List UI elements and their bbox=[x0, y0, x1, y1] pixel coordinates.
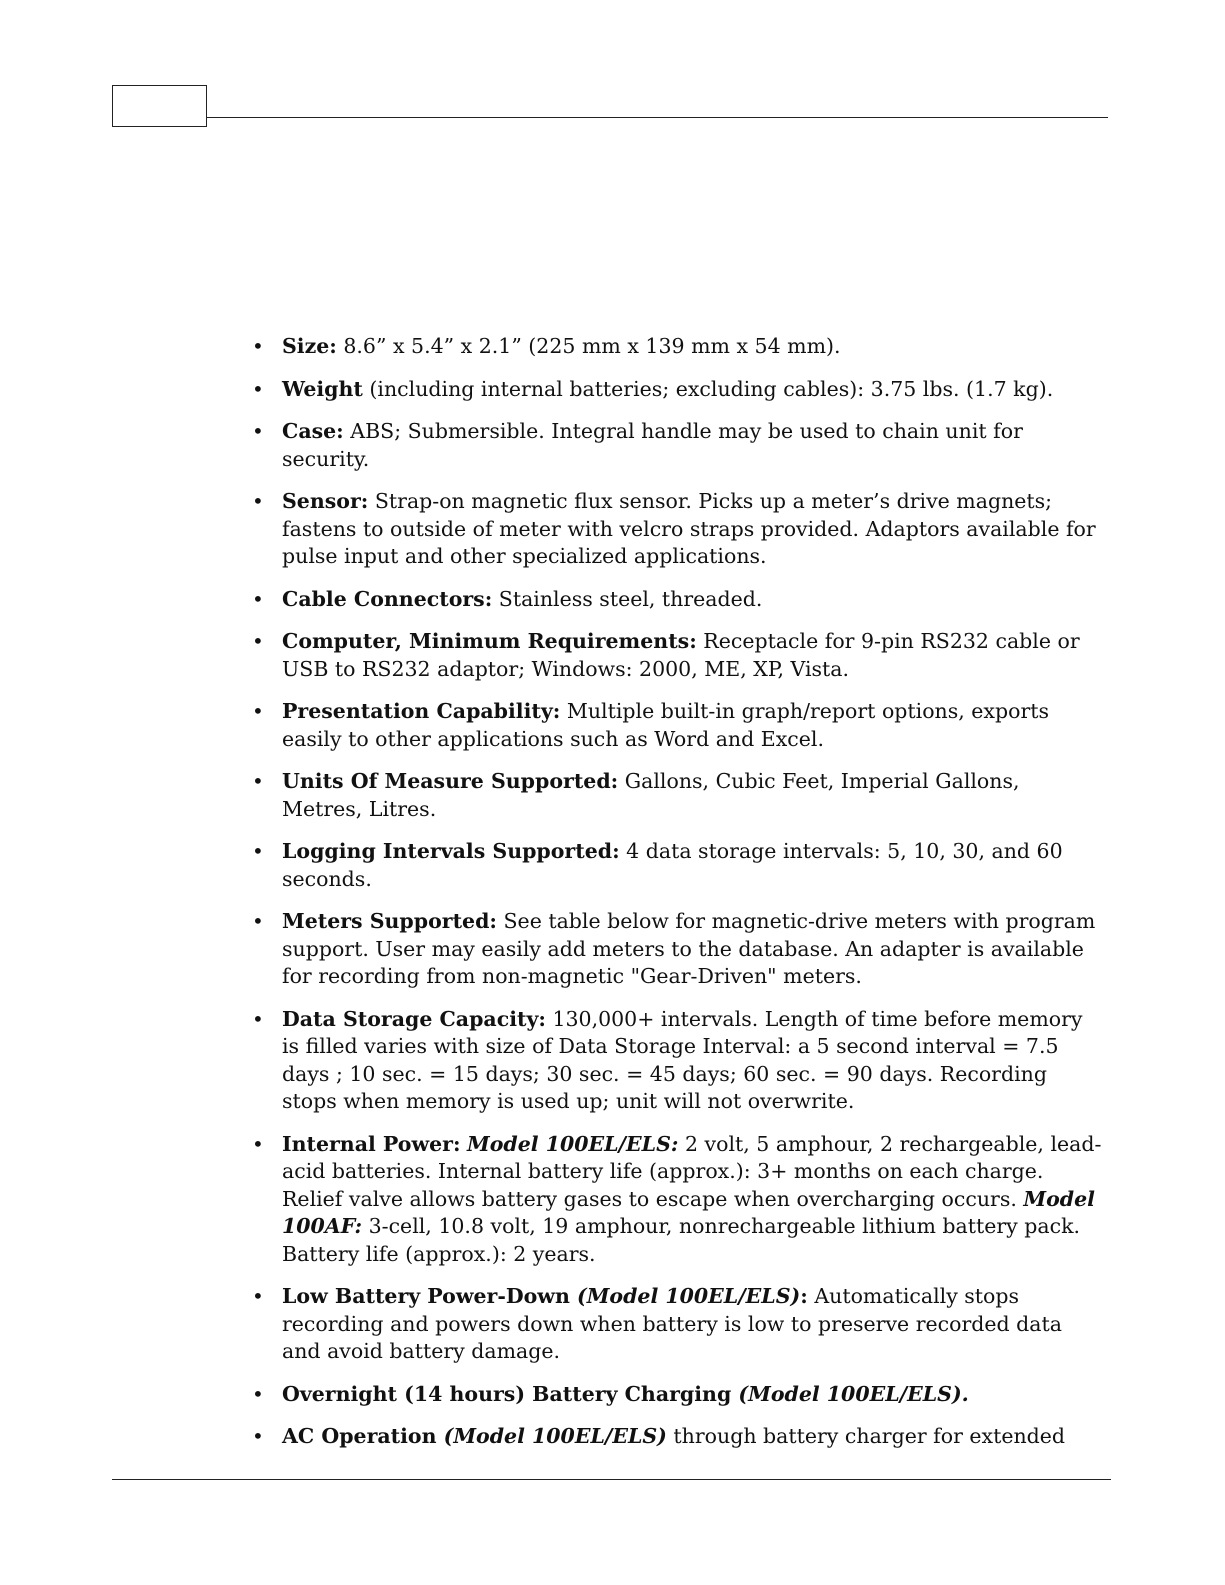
spec-term: Logging Intervals Supported: bbox=[282, 839, 620, 863]
spec-model: (Model 100EL/ELS) bbox=[443, 1424, 667, 1448]
spec-term: Sensor: bbox=[282, 489, 369, 513]
spec-model: (Model 100EL/ELS) bbox=[577, 1284, 801, 1308]
spec-text: ABS; Submersible. Integral handle may be used to chain unit for security. bbox=[282, 419, 1023, 471]
spec-model: Model 100EL/ELS: bbox=[467, 1131, 679, 1156]
spec-term: Internal Power: bbox=[282, 1131, 461, 1156]
spec-item bbox=[252, 768, 1102, 823]
spec-term: Overnight (14 hours) Battery Charging bbox=[282, 1381, 739, 1406]
spec-item bbox=[252, 488, 1102, 571]
header-rule bbox=[206, 117, 1108, 118]
spec-text: Multiple built-in graph/report options, exports easily to other applications such as Word and Excel. bbox=[282, 699, 1050, 751]
spec-text: 2 volt, 5 amphour, 2 rechargeable, lead-acid batteries. Internal battery life (approx.): 3+ months on each charge. Relief valve allows battery gases to escape when overcharging occurs. bbox=[282, 1131, 1102, 1211]
spec-term: Cable Connectors: bbox=[282, 586, 493, 611]
page-number-box bbox=[112, 85, 207, 127]
bullet-icon: • bbox=[252, 1424, 264, 1448]
bullet-icon: • bbox=[252, 334, 264, 358]
spec-text: 8.6” x 5.4” x 2.1” (225 mm x 139 mm x 54 mm). bbox=[336, 334, 841, 358]
bullet-icon: • bbox=[252, 419, 264, 443]
spec-term: AC Operation bbox=[282, 1424, 444, 1448]
spec-text: through battery charger for extended bbox=[666, 1424, 1066, 1448]
spec-item bbox=[252, 376, 1102, 404]
spec-term: Case: bbox=[282, 419, 344, 443]
spec-item bbox=[252, 418, 1102, 473]
bullet-icon: • bbox=[252, 909, 264, 933]
spec-item bbox=[252, 908, 1102, 991]
bullet-icon: • bbox=[252, 629, 264, 653]
spec-term: Computer, Minimum Requirements: bbox=[282, 629, 697, 653]
bullet-icon: • bbox=[252, 769, 264, 793]
spec-item bbox=[252, 1381, 1102, 1409]
spec-item bbox=[252, 1423, 1102, 1451]
spec-text: See table below for magnetic-drive meters with program support. User may easily add meters to the database. An adapter is available for recording from non-magnetic "Gear-Driven" meters. bbox=[282, 909, 1096, 988]
spec-item bbox=[252, 1006, 1102, 1116]
spec-term: Presentation Capability: bbox=[282, 699, 561, 723]
spec-model: (Model 100EL/ELS). bbox=[738, 1381, 969, 1406]
spec-text: 4 data storage intervals: 5, 10, 30, and 60 seconds. bbox=[282, 839, 1063, 891]
bullet-icon: • bbox=[252, 1131, 264, 1156]
spec-term: : bbox=[800, 1284, 808, 1308]
spec-term: Low Battery Power-Down bbox=[282, 1284, 577, 1308]
spec-term: Data Storage Capacity: bbox=[282, 1006, 546, 1031]
spec-text: Gallons, Cubic Feet, Imperial Gallons, Metres, Litres. bbox=[282, 769, 1020, 821]
spec-item bbox=[252, 628, 1102, 683]
bullet-icon: • bbox=[252, 586, 264, 611]
bullet-icon: • bbox=[252, 1006, 264, 1031]
spec-text: 130,000+ intervals. Length of time before memory is filled varies with size of Data Storage Interval: a 5 second interval = 7.5 days ; 10 sec. = 15 days; 30 sec. = 45 days; 60 sec. = 90 days. Recording stops when memory is used up; unit will not overwrite. bbox=[282, 1006, 1083, 1113]
spec-term: Size: bbox=[282, 334, 337, 358]
specifications-list bbox=[252, 333, 1102, 1466]
spec-model: Model 100AF: bbox=[282, 1186, 1095, 1238]
spec-text: (including internal batteries; excluding cables): 3.75 lbs. (1.7 kg). bbox=[362, 376, 1054, 401]
spec-text: Strap-on magnetic flux sensor. Picks up a meter’s drive magnets; fastens to outside of meter with velcro straps provided. Adaptors available for pulse input and other specialized applications. bbox=[282, 489, 1096, 568]
bullet-icon: • bbox=[252, 1381, 264, 1406]
spec-text: Receptacle for 9-pin RS232 cable or USB to RS232 adaptor; Windows: 2000, ME, XP, Vista. bbox=[282, 629, 1080, 681]
spec-item bbox=[252, 586, 1102, 614]
bullet-icon: • bbox=[252, 839, 264, 863]
footer-rule bbox=[112, 1479, 1111, 1480]
spec-item bbox=[252, 1283, 1102, 1366]
spec-text: Automatically stops recording and powers down when battery is low to preserve recorded data and avoid battery damage. bbox=[282, 1284, 1062, 1363]
spec-text: Stainless steel, threaded. bbox=[492, 586, 763, 611]
bullet-icon: • bbox=[252, 376, 264, 401]
bullet-icon: • bbox=[252, 489, 264, 513]
bullet-icon: • bbox=[252, 699, 264, 723]
spec-item bbox=[252, 838, 1102, 893]
bullet-icon: • bbox=[252, 1284, 264, 1308]
spec-item bbox=[252, 333, 1102, 361]
spec-term: Meters Supported: bbox=[282, 909, 497, 933]
spec-term: Weight bbox=[282, 376, 363, 401]
spec-term: Units Of Measure Supported: bbox=[282, 769, 619, 793]
spec-item bbox=[252, 698, 1102, 753]
spec-text: 3-cell, 10.8 volt, 19 amphour, nonrechargeable lithium battery pack. Battery life (approx.): 2 years. bbox=[282, 1214, 1081, 1266]
spec-item bbox=[252, 1131, 1102, 1269]
